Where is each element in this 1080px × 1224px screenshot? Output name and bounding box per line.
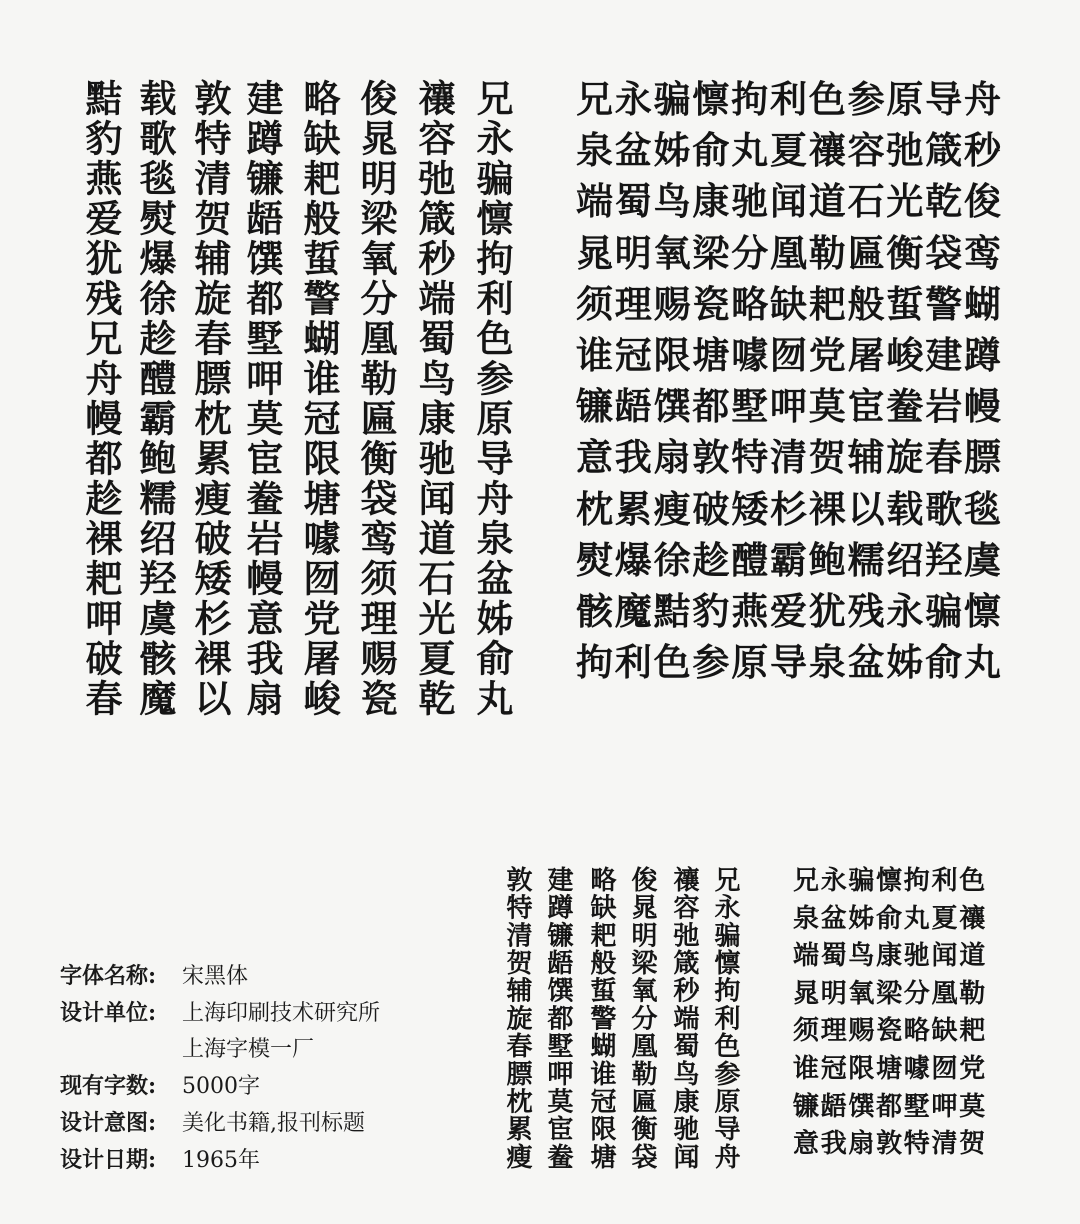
font-name-label: 字体名称: [60,963,157,989]
small-horizontal-row-5: 须理赐瓷略缺耙 [793,1016,987,1047]
design-unit-line [60,995,380,1032]
date-label: 设计日期: [60,1147,157,1173]
large-horizontal-row-9: 枕累瘦破矮杉裸以载歌毯 [576,486,1003,531]
large-vertical-column-5: 建蹲镰龉馔都墅呷莫宦鲞岩幔意我扇 [240,79,284,719]
char-count-value: 5000字 [182,1074,260,1099]
small-horizontal-row-8: 意我扇敦特清贺 [793,1129,987,1160]
large-horizontal-row-10: 熨爆徐趁醴霸鲍糯绍羟虞 [576,537,1003,582]
purpose-label: 设计意图: [60,1110,157,1136]
small-vertical-column-4: 略缺耙般蜇警蝴谁冠限塘 [586,866,616,1171]
date-value: 1965年 [182,1148,260,1173]
font-info [60,958,380,1179]
small-horizontal-block [793,863,987,1164]
small-vertical-column-6: 敦特清贺辅旋春膘枕累瘦 [502,866,532,1171]
small-vertical-column-1: 兄永骗懔拘利色参原导舟 [710,866,740,1171]
large-vertical-column-8: 黠豹燕爱犹残兄舟幔都趁裸耙呷破春 [79,79,123,719]
large-horizontal-row-12: 拘利色参原导泉盆姊俞丸 [576,640,1003,685]
large-vertical-column-7: 载歌毯熨爆徐趁醴霸鲍糯绍羟虞骸魔 [133,79,177,719]
large-horizontal-block [576,74,1003,688]
design-unit-label: 设计单位: [60,1000,157,1026]
large-horizontal-row-2: 泉盆姊俞丸夏禳容弛箴秒 [576,128,1003,173]
font-name-value: 宋黑体 [182,964,249,989]
small-vertical-column-3: 俊晁明梁氧分凰勒匾衡袋 [627,866,657,1171]
large-horizontal-row-5: 须理赐瓷略缺耙般蜇警蝴 [576,281,1003,326]
large-horizontal-row-4: 晁明氧梁分凰勒匾衡袋鸾 [576,230,1003,275]
large-vertical-column-2: 禳容弛箴秒端蜀鸟康驰闻道石光夏乾 [412,79,456,719]
large-vertical-column-6: 敦特清贺辅旋春膘枕累瘦破矮杉裸以 [188,79,232,719]
date-line [60,1142,380,1179]
large-horizontal-row-6: 谁冠限塘噱囫党屠峻建蹲 [576,333,1003,378]
large-horizontal-row-1: 兄永骗懔拘利色参原导舟 [576,77,1003,121]
char-count-label: 现有字数: [60,1073,157,1099]
small-vertical-column-2: 禳容弛箴秒端蜀鸟康驰闻 [669,866,699,1171]
design-unit-value-1: 上海印刷技术研究所 [182,1001,381,1026]
large-horizontal-row-8: 意我扇敦特清贺辅旋春膘 [576,435,1003,480]
small-horizontal-row-1: 兄永骗懔拘利色 [793,866,987,896]
small-horizontal-row-6: 谁冠限塘噱囫党 [793,1053,987,1084]
purpose-line [60,1105,380,1142]
large-horizontal-row-11: 骸魔黠豹燕爱犹残永骗懔 [576,589,1003,634]
large-vertical-column-1: 兄永骗懔拘利色参原导舟泉盆姊俞丸 [470,79,514,719]
small-horizontal-row-3: 端蜀鸟康驰闻道 [793,941,987,972]
char-count-line [60,1068,380,1105]
small-vertical-column-5: 建蹲镰龉馔都墅呷莫宦鲞 [543,866,573,1171]
small-horizontal-row-4: 晁明氧梁分凰勒 [793,978,987,1009]
large-vertical-column-4: 略缺耙般蜇警蝴谁冠限塘噱囫党屠峻 [297,79,341,719]
small-horizontal-row-7: 镰龉馔都墅呷莫 [793,1091,987,1122]
design-unit-line-2 [60,1032,380,1068]
large-horizontal-row-3: 端蜀鸟康驰闻道石光乾俊 [576,179,1003,224]
design-unit-value-2: 上海字模一厂 [182,1037,315,1062]
large-horizontal-row-7: 镰龉馔都墅呷莫宦鲞岩幔 [576,384,1003,429]
purpose-value: 美化书籍,报刊标题 [182,1111,365,1136]
font-name-line [60,958,380,995]
small-horizontal-row-2: 泉盆姊俞丸夏禳 [793,903,987,934]
large-vertical-column-3: 俊晁明梁氧分凰勒匾衡袋鸾须理赐瓷 [354,79,398,719]
